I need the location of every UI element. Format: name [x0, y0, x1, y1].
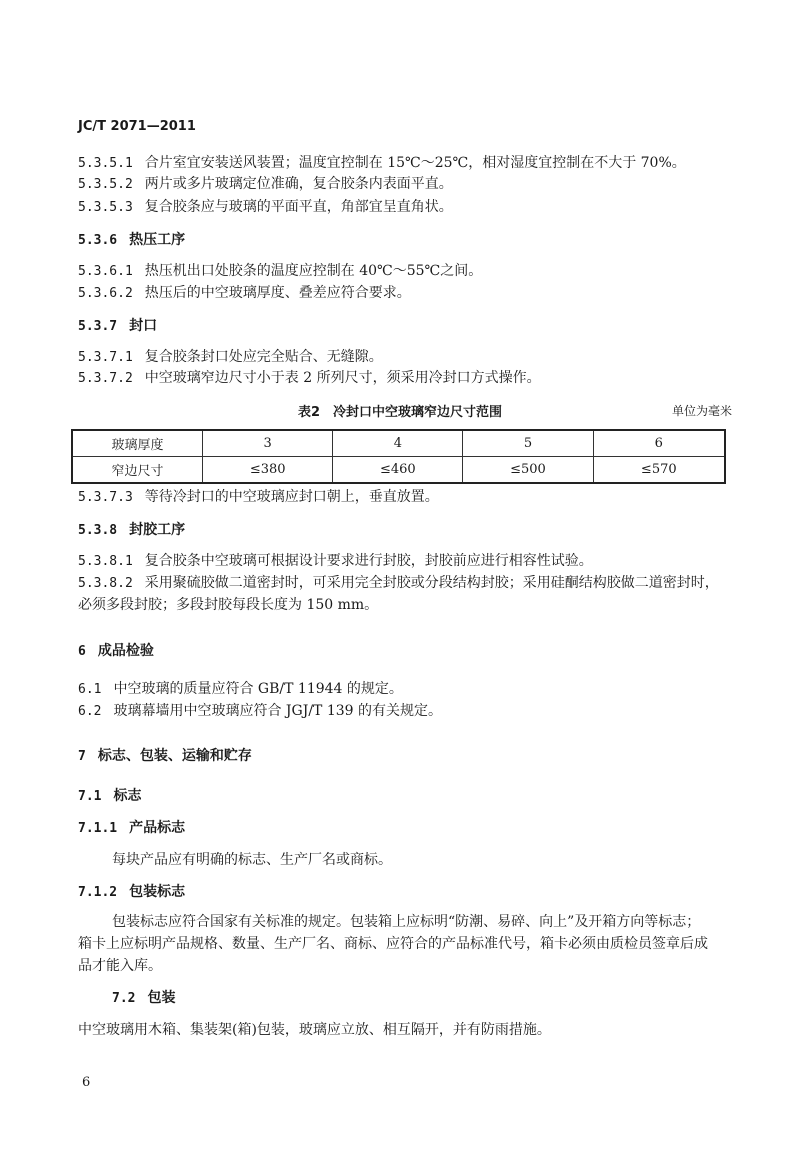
section-heading [78, 883, 185, 902]
clause-number: 5.3.5.3 [78, 200, 133, 215]
clause-line [78, 957, 162, 975]
section-heading [78, 747, 252, 766]
table-cell: 窄边尺寸 [72, 457, 203, 484]
section-heading [78, 317, 157, 336]
clause-number: 5.3.6.2 [78, 286, 133, 301]
table-row [72, 430, 725, 457]
table-cell: 4 [333, 430, 463, 457]
clause-text: 包装 [147, 990, 176, 1006]
clause-line [112, 913, 700, 931]
clause-text: 封口 [129, 318, 158, 334]
clause-line [78, 369, 541, 388]
section-heading [78, 787, 141, 806]
document-code-header: JC/T 2071—2011 [78, 119, 196, 134]
clause-number: 5.3.6 [78, 233, 118, 248]
table-cell: 5 [463, 430, 593, 457]
table-cell: ≤380 [203, 457, 333, 484]
table-caption: 表2 冷封口中空玻璃窄边尺寸范围 [297, 405, 503, 420]
table-cell: ≤500 [463, 457, 593, 484]
clause-text: 复合胶条应与玻璃的平面平直，角部宜呈直角状。 [144, 199, 453, 215]
cold-seal-size-table [71, 429, 726, 484]
clause-number: 5.3.5.2 [78, 177, 133, 192]
clause-number: 5.3.7 [78, 319, 118, 334]
clause-number: 5.3.7.2 [78, 371, 133, 386]
clause-text: 包装标志应符合国家有关标准的规定。包装箱上应标明“防潮、易碎、向上”及开箱方向等标志； [112, 914, 701, 930]
page-number: 6 [82, 1075, 91, 1090]
section-heading [78, 642, 154, 661]
clause-text: 标志、包装、运输和贮存 [97, 748, 252, 764]
section-heading [78, 819, 185, 838]
clause-line [78, 198, 453, 217]
clause-text: 中空玻璃的质量应符合 GB/T 11944 的规定。 [113, 681, 403, 697]
clause-number: 7.1 [78, 789, 102, 804]
table-cell: 3 [203, 430, 333, 457]
table-cell: ≤570 [593, 457, 725, 484]
clause-line [78, 284, 411, 303]
clause-text: 合片室宜安装送风装置；温度宜控制在 15℃～25℃，相对湿度宜控制在不大于 70%。 [144, 155, 686, 171]
clause-number: 5.3.8 [78, 523, 118, 538]
clause-text: 热压机出口处胶条的温度应控制在 40℃～55℃之间。 [144, 263, 483, 279]
clause-line [112, 851, 392, 869]
clause-number: 6 [78, 644, 86, 659]
clause-text: 复合胶条中空玻璃可根据设计要求进行封胶，封胶前应进行相容性试验。 [144, 553, 593, 569]
clause-line [78, 596, 378, 614]
clause-line [78, 552, 593, 571]
clause-text: 热压后的中空玻璃厚度、叠差应符合要求。 [144, 285, 411, 301]
clause-text: 成品检验 [97, 643, 154, 659]
table-row [72, 457, 725, 484]
clause-number: 7.2 [112, 991, 136, 1006]
clause-text: 热压工序 [129, 232, 186, 248]
clause-text: 两片或多片玻璃定位准确，复合胶条内表面平直。 [144, 176, 453, 192]
clause-line [78, 574, 719, 593]
clause-text: 中空玻璃窄边尺寸小于表 2 所列尺寸，须采用冷封口方式操作。 [144, 370, 541, 386]
clause-number: 5.3.6.1 [78, 264, 133, 279]
clause-number: 5.3.7.3 [78, 490, 133, 505]
clause-text: 包装标志 [129, 884, 186, 900]
clause-number: 7.1.2 [78, 885, 118, 900]
clause-line [78, 348, 383, 367]
table-cell: ≤460 [333, 457, 463, 484]
clause-text: 产品标志 [129, 820, 186, 836]
clause-number: 5.3.7.1 [78, 350, 133, 365]
section-heading [112, 989, 175, 1008]
table-cell: 6 [593, 430, 725, 457]
clause-text: 标志 [113, 788, 142, 804]
clause-text: 封胶工序 [129, 522, 186, 538]
clause-text: 箱卡上应标明产品规格、数量、生产厂名、商标、应符合的产品标准代号，箱卡必须由质检员签章后成 [78, 936, 708, 952]
section-heading [78, 231, 185, 250]
clause-line [78, 680, 403, 699]
clause-number: 7 [78, 749, 86, 764]
table-unit-note: 单位为毫米 [671, 404, 732, 418]
clause-line [78, 262, 482, 281]
clause-text: 必须多段封胶；多段封胶每段长度为 150 mm。 [78, 597, 379, 613]
clause-number: 5.3.5.1 [78, 156, 133, 171]
clause-line [78, 702, 442, 721]
clause-line [78, 154, 686, 173]
clause-number: 6.1 [78, 682, 102, 697]
table-cell: 玻璃厚度 [72, 430, 203, 457]
clause-line [78, 488, 439, 507]
clause-line [78, 935, 708, 953]
clause-text: 品才能入库。 [78, 958, 162, 974]
clause-text: 等待冷封口的中空玻璃应封口朝上，垂直放置。 [144, 489, 439, 505]
clause-text: 每块产品应有明确的标志、生产厂名或商标。 [112, 852, 392, 868]
clause-text: 玻璃幕墙用中空玻璃应符合 JGJ/T 139 的有关规定。 [113, 703, 443, 719]
clause-number: 5.3.8.1 [78, 554, 133, 569]
clause-number: 5.3.8.2 [78, 576, 133, 591]
clause-line [78, 175, 453, 194]
clause-text: 采用聚硫胶做二道密封时，可采用完全封胶或分段结构封胶；采用硅酮结构胶做二道密封时， [144, 575, 719, 591]
clause-number: 7.1.1 [78, 821, 118, 836]
clause-line [78, 1021, 551, 1039]
clause-text: 复合胶条封口处应完全贴合、无缝隙。 [144, 349, 383, 365]
clause-number: 6.2 [78, 704, 102, 719]
section-heading [78, 521, 185, 540]
clause-text: 中空玻璃用木箱、集装架(箱)包装，玻璃应立放、相互隔开，并有防雨措施。 [78, 1022, 551, 1038]
